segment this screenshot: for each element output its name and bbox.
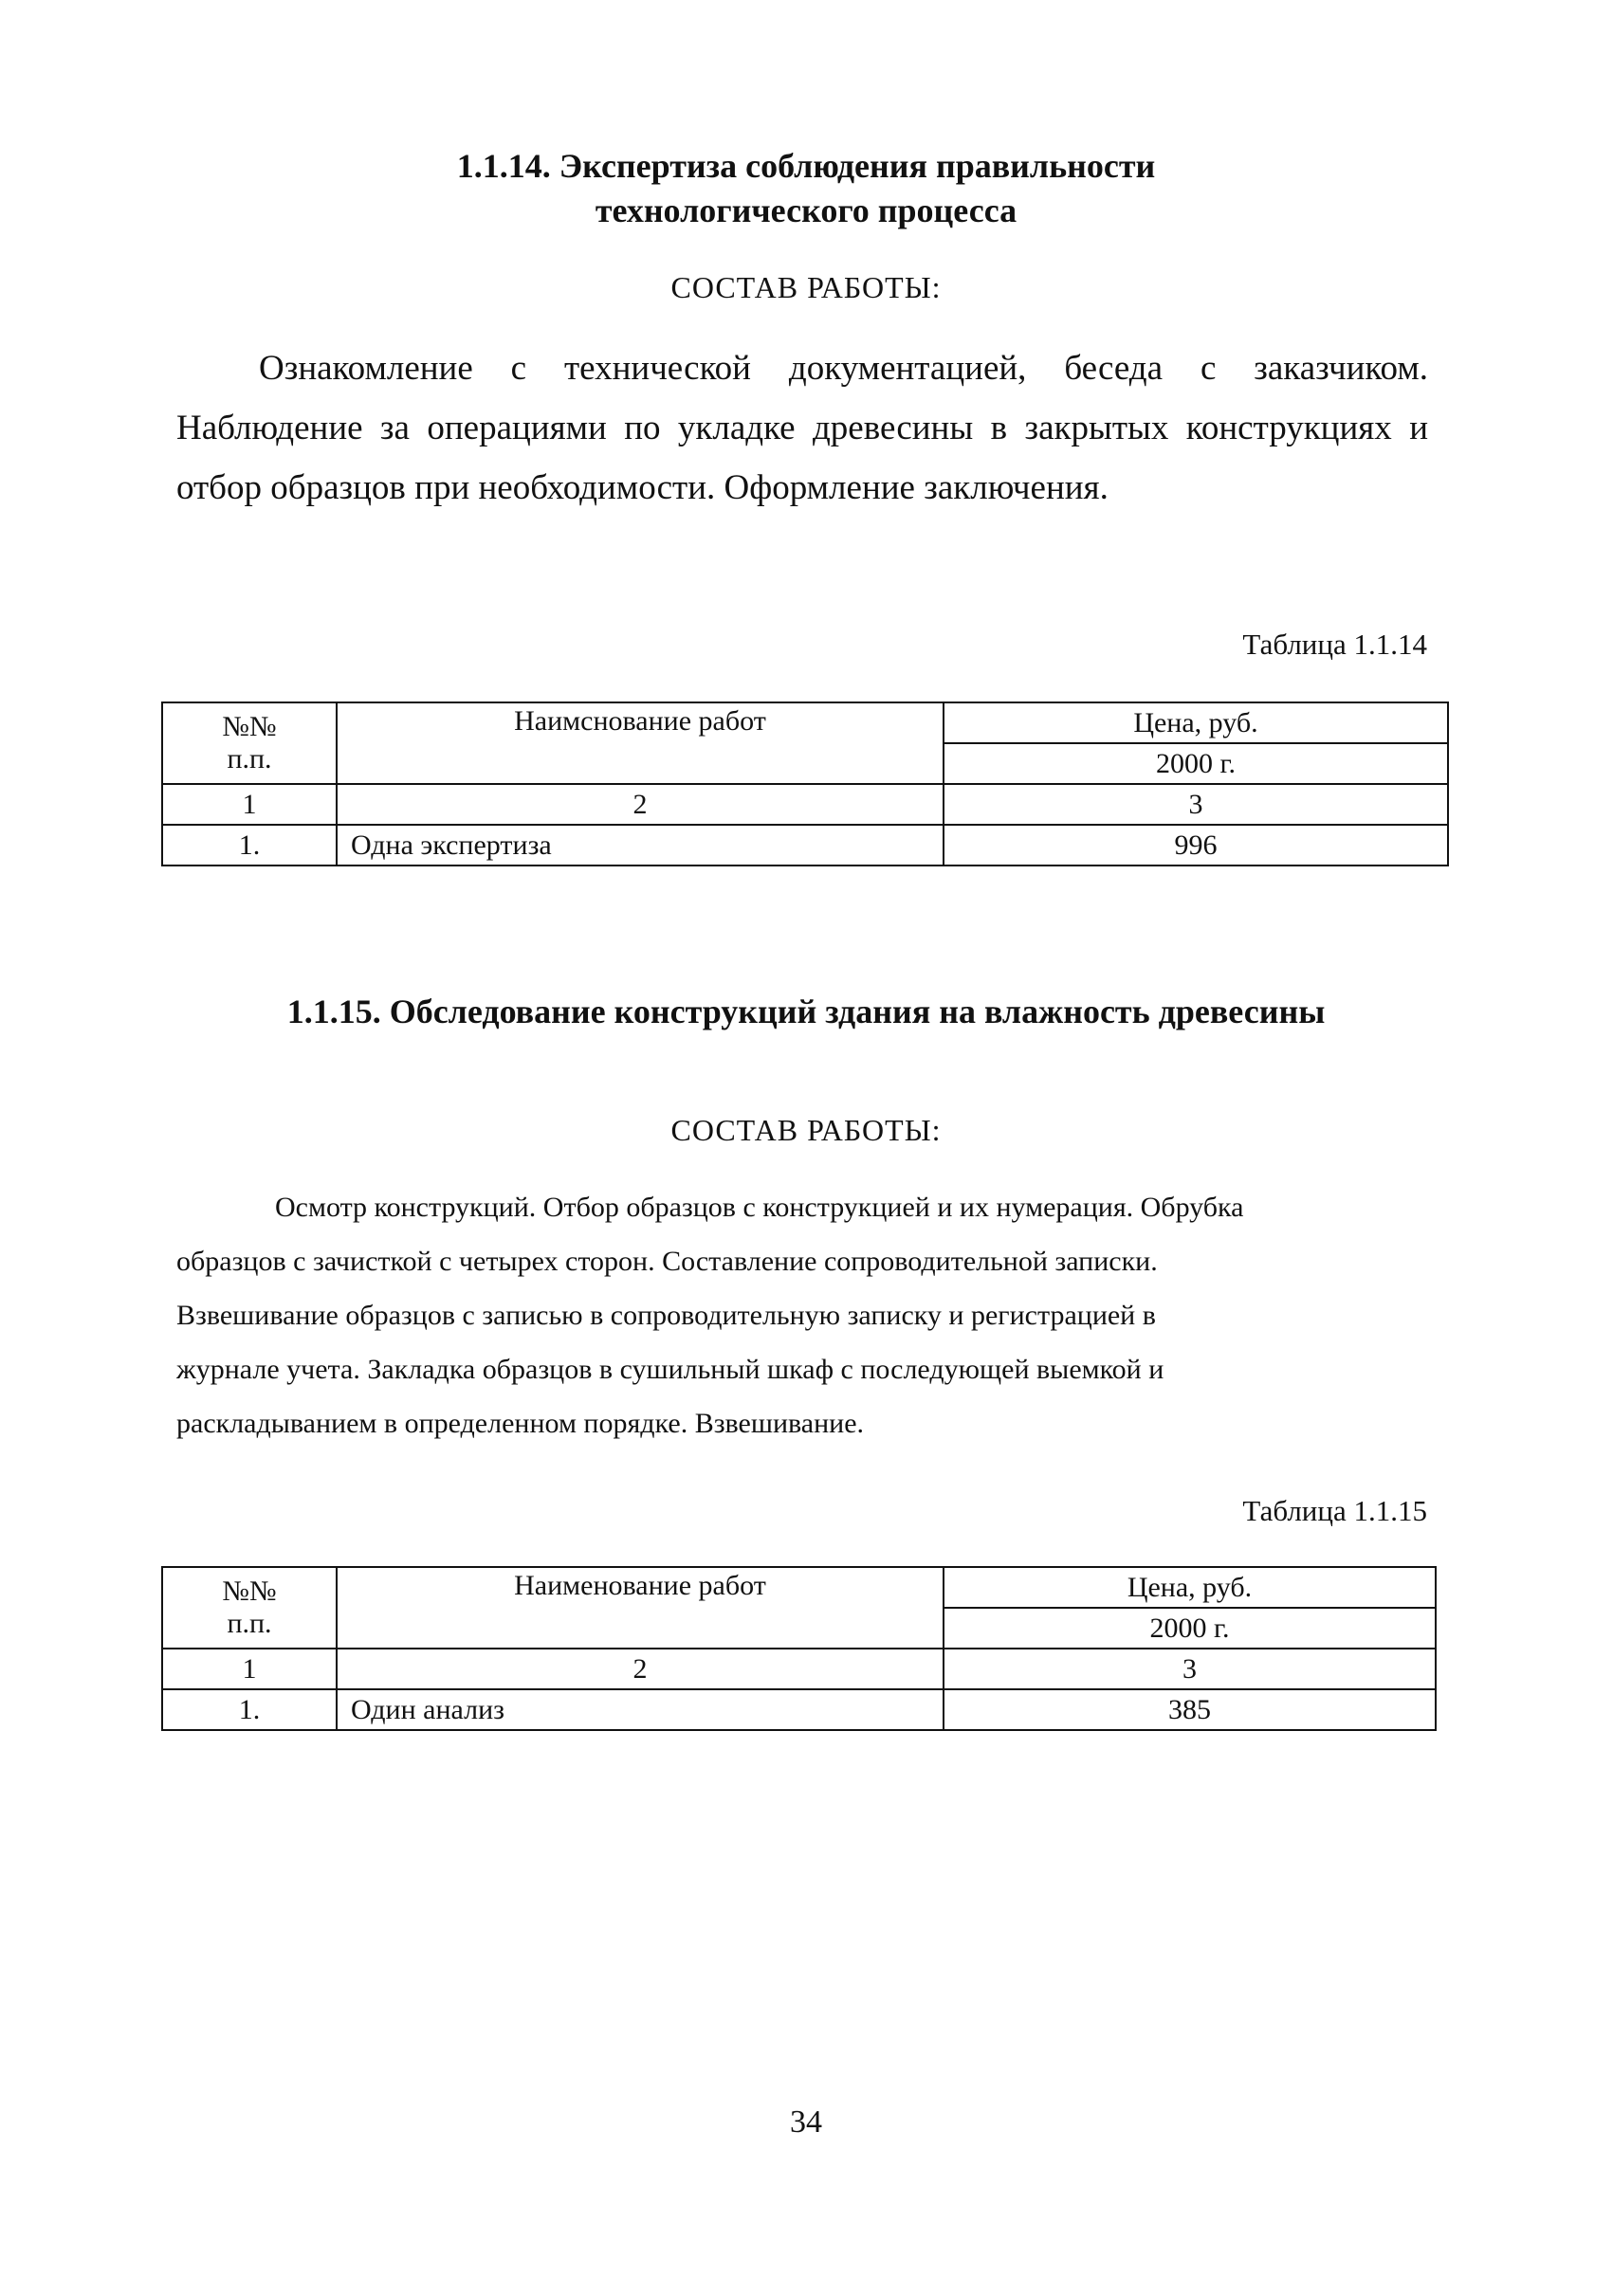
table-2-row-name: Один анализ xyxy=(337,1689,944,1730)
table-1-row-num: 1. xyxy=(162,825,337,866)
page-number: 34 xyxy=(790,2105,822,2140)
table-2-header-name: Наименование работ xyxy=(337,1567,944,1649)
table-1-header-price: Цена, руб. xyxy=(944,702,1448,743)
table-2-colnum-1: 1 xyxy=(162,1649,337,1689)
table-1 xyxy=(161,702,1449,866)
table-1-row-name: Одна экспертиза xyxy=(337,825,944,866)
section-2-paragraph-line-3: Взвешивание образцов с записью в сопроводительную записку и регистрацией в xyxy=(176,1300,1156,1331)
table-2-colnum-row xyxy=(162,1649,1436,1689)
table-1-header-num-sub: п.п. xyxy=(227,743,272,774)
section-1-heading-line2: технологического процесса xyxy=(595,191,1017,229)
table-2-row-price: 385 xyxy=(944,1689,1436,1730)
section-2-paragraph xyxy=(176,1180,1428,1450)
table-2-header-year: 2000 г. xyxy=(944,1608,1436,1649)
section-2-paragraph-line-1: Осмотр конструкций. Отбор образцов с конструкцией и их нумерация. Обрубка xyxy=(275,1192,1244,1223)
table-2-caption: Таблица 1.1.15 xyxy=(1242,1494,1427,1527)
table-1-colnum-row xyxy=(162,784,1448,825)
table-2 xyxy=(161,1566,1437,1731)
table-1-header-num-label: №№ xyxy=(222,711,277,742)
table-1-header-num xyxy=(162,702,337,784)
table-row xyxy=(162,825,1448,866)
table-1-row-price: 996 xyxy=(944,825,1448,866)
table-1-caption: Таблица 1.1.14 xyxy=(1242,628,1427,661)
table-row xyxy=(162,1689,1436,1730)
table-1-colnum-3: 3 xyxy=(944,784,1448,825)
table-2-row-num: 1. xyxy=(162,1689,337,1730)
section-1-heading xyxy=(284,144,1328,233)
table-2-header-price: Цена, руб. xyxy=(944,1567,1436,1608)
table-2-header-num-label: №№ xyxy=(222,1576,277,1607)
section-2-heading: 1.1.15. Обследование конструкций здания на влажность древесины xyxy=(286,993,1326,1030)
table-1-header-year: 2000 г. xyxy=(944,743,1448,784)
table-2-header-num-sub: п.п. xyxy=(227,1608,272,1639)
section-2-paragraph-line-5: раскладыванием в определенном порядке. Взвешивание. xyxy=(176,1408,865,1439)
table-1-header-row xyxy=(162,702,1448,743)
section-1-paragraph: Ознакомление с технической документацией, беседа с заказчиком. Наблюдение за операциями по укладке древесины в закрытых конструкциях и отбор образцов при необходимости. Оформление заключения. xyxy=(176,349,1428,507)
section-1-heading-line1: 1.1.14. Экспертиза соблюдения правильности xyxy=(456,147,1156,185)
table-2-header-num xyxy=(162,1567,337,1649)
section-1-sostav-label: СОСТАВ РАБОТЫ: xyxy=(670,270,942,304)
section-2-paragraph-line-4: журнале учета. Закладка образцов в сушильный шкаф с последующей выемкой и xyxy=(176,1354,1164,1385)
table-2-colnum-2: 2 xyxy=(337,1649,944,1689)
table-2-colnum-3: 3 xyxy=(944,1649,1436,1689)
table-1-colnum-1: 1 xyxy=(162,784,337,825)
table-1-colnum-2: 2 xyxy=(337,784,944,825)
section-2-paragraph-line-2: образцов с зачисткой с четырех сторон. Составление сопроводительной записки. xyxy=(176,1246,1158,1277)
table-2-header-row xyxy=(162,1567,1436,1608)
section-2-sostav-label: СОСТАВ РАБОТЫ: xyxy=(670,1113,942,1147)
table-1-header-name: Наимснование работ xyxy=(337,702,944,784)
